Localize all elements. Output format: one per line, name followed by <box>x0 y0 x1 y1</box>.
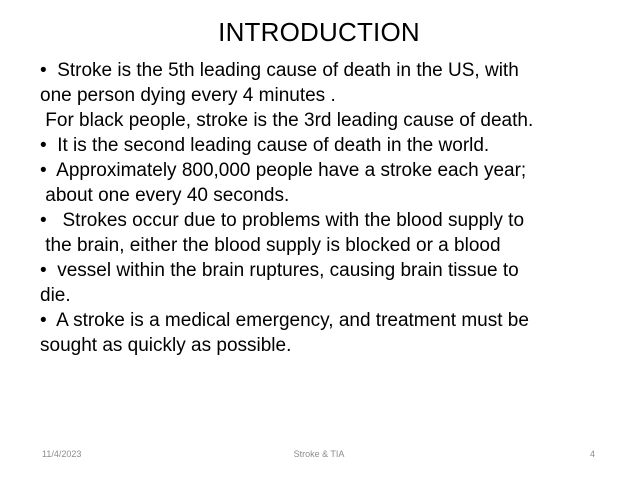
body-line: For black people, stroke is the 3rd leading cause of death. <box>40 110 534 131</box>
slide-title: INTRODUCTION <box>218 17 420 47</box>
footer-title: Stroke & TIA <box>293 449 345 459</box>
body-line: • vessel within the brain ruptures, causing brain tissue to <box>40 260 519 281</box>
body-line: sought as quickly as possible. <box>40 335 292 356</box>
body-line: • A stroke is a medical emergency, and treatment must be <box>40 310 529 331</box>
footer-date: 11/4/2023 <box>42 449 82 459</box>
body-line: die. <box>40 285 71 306</box>
slide-body <box>40 58 630 358</box>
body-line: • Approximately 800,000 people have a stroke each year; <box>40 160 527 181</box>
body-line: the brain, either the blood supply is blocked or a blood <box>40 235 501 256</box>
body-line: • It is the second leading cause of death in the world. <box>40 135 490 156</box>
body-line: • Strokes occur due to problems with the blood supply to <box>40 210 525 231</box>
footer-page-number: 4 <box>589 449 595 459</box>
body-line: one person dying every 4 minutes . <box>40 85 336 106</box>
body-line: about one every 40 seconds. <box>40 185 290 206</box>
body-line: • Stroke is the 5th leading cause of death in the US, with <box>40 60 519 81</box>
